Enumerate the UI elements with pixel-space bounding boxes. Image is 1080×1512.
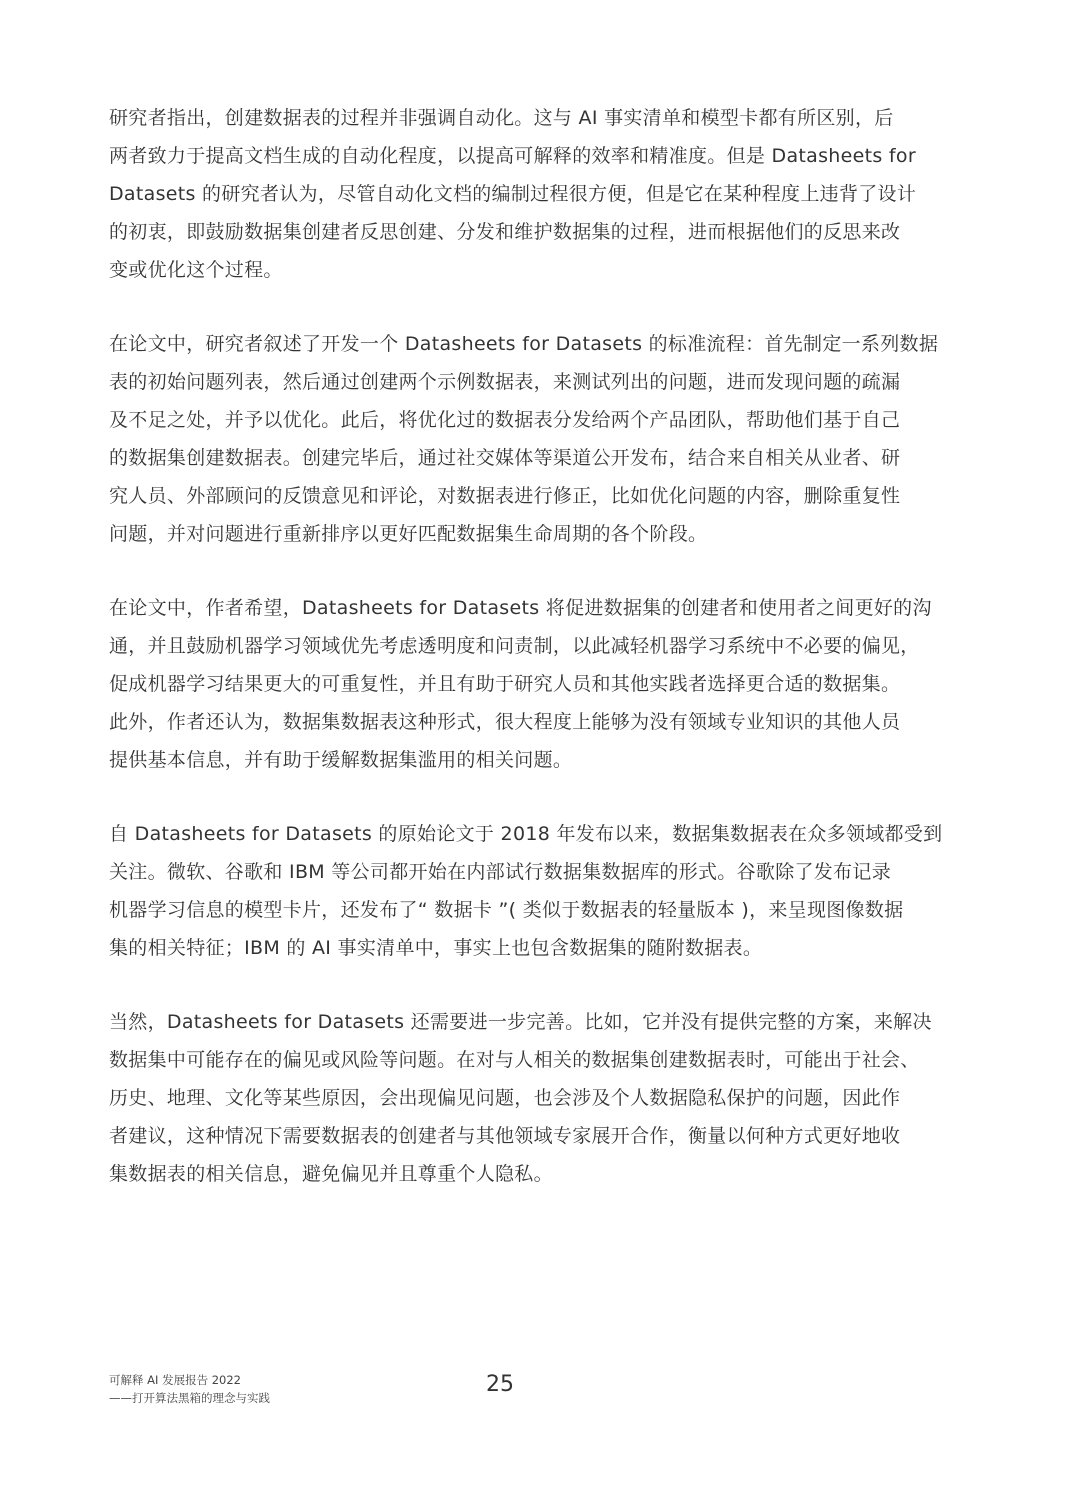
text-line: 集数据表的相关信息，避免偏见并且尊重个人隐私。 xyxy=(109,1163,553,1185)
paragraph-3 xyxy=(109,589,932,779)
text-line: 究人员、外部顾问的反馈意见和评论，对数据表进行修正，比如优化问题的内容，删除重复性 xyxy=(109,485,901,507)
text-line: 及不足之处，并予以优化。此后，将优化过的数据表分发给两个产品团队，帮助他们基于自己 xyxy=(109,409,901,431)
text-line: 的数据集创建数据表。创建完毕后，通过社交媒体等渠道公开发布，结合来自相关从业者、研 xyxy=(109,447,901,469)
text-line: 问题，并对问题进行重新排序以更好匹配数据集生命周期的各个阶段。 xyxy=(109,523,708,545)
text-line: 在论文中，研究者叙述了开发一个 Datasheets for Datasets 的标准流程：首先制定一系列数据 xyxy=(109,333,939,355)
text-line: 两者致力于提高文档生成的自动化程度，以提高可解释的效率和精准度。但是 Datasheets for xyxy=(109,145,916,167)
text-line: 在论文中，作者希望，Datasheets for Datasets 将促进数据集的创建者和使用者之间更好的沟 xyxy=(109,597,932,619)
text-line: 此外，作者还认为，数据集数据表这种形式，很大程度上能够为没有领域专业知识的其他人员 xyxy=(109,711,901,733)
text-line: 机器学习信息的模型卡片，还发布了“ 数据卡 ”( 类似于数据表的轻量版本 )，来呈现图像数据 xyxy=(109,899,904,921)
text-line: 表的初始问题列表，然后通过创建两个示例数据表，来测试列出的问题，进而发现问题的疏漏 xyxy=(109,371,901,393)
paragraph-5 xyxy=(109,1003,932,1193)
body-text xyxy=(109,99,943,1229)
footer-report-subtitle: ——打开算法黑箱的理念与实践 xyxy=(109,1391,270,1405)
text-line: 研究者指出，创建数据表的过程并非强调自动化。这与 AI 事实清单和模型卡都有所区别，后 xyxy=(109,107,894,129)
text-line: 自 Datasheets for Datasets 的原始论文于 2018 年发布以来，数据集数据表在众多领域都受到 xyxy=(109,823,943,845)
paragraph-2 xyxy=(109,325,939,553)
footer-report-title: 可解释 AI 发展报告 2022 xyxy=(109,1373,241,1387)
text-line: 数据集中可能存在的偏见或风险等问题。在对与人相关的数据集创建数据表时，可能出于社会、 xyxy=(109,1049,920,1071)
page-number: 25 xyxy=(486,1372,514,1397)
text-line: 提供基本信息，并有助于缓解数据集滥用的相关问题。 xyxy=(109,749,573,771)
text-line: 的初衷，即鼓励数据集创建者反思创建、分发和维护数据集的过程，进而根据他们的反思来改 xyxy=(109,221,901,243)
text-line: 通，并且鼓励机器学习领域优先考虑透明度和问责制，以此减轻机器学习系统中不必要的偏见， xyxy=(109,635,920,657)
text-line: 当然，Datasheets for Datasets 还需要进一步完善。比如，它并没有提供完整的方案，来解决 xyxy=(109,1011,932,1033)
text-line: 变或优化这个过程。 xyxy=(109,259,283,281)
footer-report-info xyxy=(109,1371,270,1407)
text-line: Datasets 的研究者认为，尽管自动化文档的编制过程很方便，但是它在某种程度上违背了设计 xyxy=(109,183,917,205)
text-line: 历史、地理、文化等某些原因，会出现偏见问题，也会涉及个人数据隐私保护的问题，因此作 xyxy=(109,1087,901,1109)
paragraph-4 xyxy=(109,815,943,967)
text-line: 关注。微软、谷歌和 IBM 等公司都开始在内部试行数据集数据库的形式。谷歌除了发布记录 xyxy=(109,861,892,883)
text-line: 者建议，这种情况下需要数据表的创建者与其他领域专家展开合作，衡量以何种方式更好地收 xyxy=(109,1125,901,1147)
text-line: 集的相关特征；IBM 的 AI 事实清单中，事实上也包含数据集的随附数据表。 xyxy=(109,937,763,959)
paragraph-1 xyxy=(109,99,917,289)
text-line: 促成机器学习结果更大的可重复性，并且有助于研究人员和其他实践者选择更合适的数据集。 xyxy=(109,673,901,695)
